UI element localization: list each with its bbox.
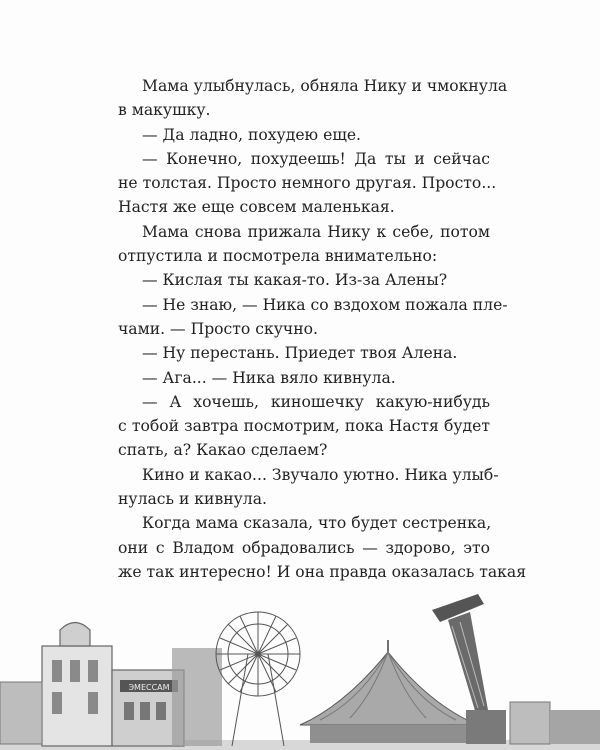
text-line: — Да ладно, похудею еще. [142, 125, 362, 144]
text-line: спать, а? Какао сделаем? [118, 441, 328, 460]
text-line: — Кислая ты какая-то. Из-за Алены? [142, 271, 448, 290]
text-line: же так интересно! И она правда оказалась такая [118, 562, 527, 581]
text-line: — Ну перестань. Приедет твоя Алена. [142, 344, 458, 363]
text-line: — Ага... — Ника вяло кивнула. [142, 368, 396, 387]
paragraph [118, 123, 490, 147]
text-line: Мама снова прижала Нику к себе, потом [142, 222, 490, 241]
paragraph [118, 463, 499, 512]
paragraph [118, 341, 490, 365]
text-line: не толстая. Просто немного другая. Просто... [118, 174, 497, 193]
paragraph [118, 293, 508, 342]
text-line: Кино и какао... Звучало уютно. Ника улыб- [142, 465, 499, 484]
text-line: в макушку. [118, 101, 211, 120]
buildings-right [510, 702, 600, 744]
ferris-wheel [216, 612, 300, 746]
text-line: с тобой завтра посмотрим, пока Настя будет [118, 417, 490, 436]
text-line: Настя же еще совсем маленькая. [118, 198, 395, 217]
text-line: чами. — Просто скучно. [118, 319, 318, 338]
paragraph [118, 74, 508, 123]
body-text [118, 74, 527, 584]
buildings-left [0, 623, 222, 747]
text-line: Когда мама сказала, что будет сестренка, [142, 514, 492, 533]
paragraph [118, 147, 497, 220]
text-line: — Конечно, похудеешь! Да ты и сейчас [142, 149, 490, 168]
text-line: нулась и кивнула. [118, 490, 267, 509]
text-line: — Не знаю, — Ника со вздохом пожала пле- [142, 295, 508, 314]
paragraph [118, 268, 490, 292]
text-line: отпустила и посмотрела внимательно: [118, 247, 438, 266]
carousel [300, 640, 478, 743]
text-line: они с Владом обрадовались — здорово, это [118, 538, 490, 557]
cinema-sign: ЭМЕССАМ [128, 683, 170, 692]
paragraph [118, 390, 490, 463]
park-illustration [0, 590, 600, 750]
paragraph [118, 220, 490, 269]
paragraph [118, 366, 490, 390]
text-line: — А хочешь, киношечку какую-нибудь [142, 392, 490, 411]
paragraph [118, 511, 527, 584]
text-line: Мама улыбнулась, обняла Нику и чмокнула [142, 77, 508, 95]
